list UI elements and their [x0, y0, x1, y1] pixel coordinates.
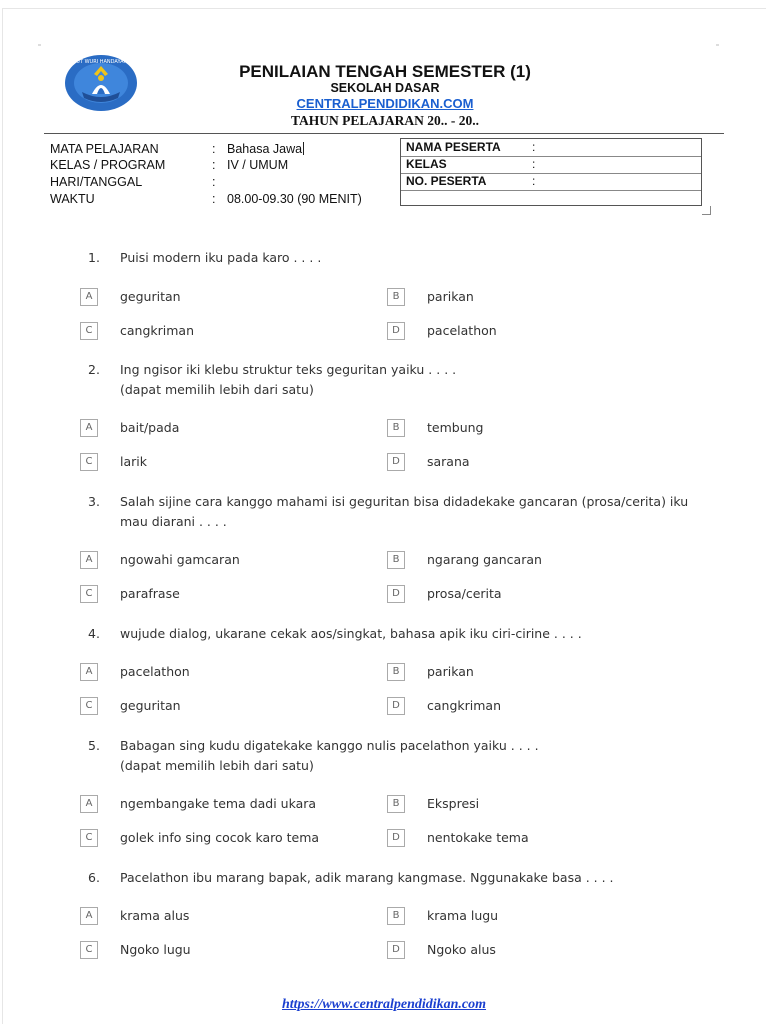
question-text: Puisi modern iku pada karo . . . .: [120, 250, 322, 265]
participant-number-row[interactable]: [401, 173, 701, 191]
option-b-text: krama lugu: [427, 908, 499, 923]
time-value: 08.00-09.30 (90 MENIT): [227, 192, 362, 206]
day-label: HARI/TANGGAL: [50, 175, 143, 189]
question-note: (dapat memilih lebih dari satu): [120, 758, 314, 773]
colon: :: [212, 175, 216, 189]
option-c-text: cangkriman: [120, 323, 194, 338]
colon: :: [532, 140, 536, 154]
participant-class-row[interactable]: [401, 156, 701, 174]
option-a-text: ngowahi gamcaran: [120, 552, 240, 567]
footer-link[interactable]: https://www.centralpendidikan.com: [281, 997, 487, 1012]
class-value: IV / UMUM: [227, 158, 289, 172]
school-logo-icon: [64, 54, 138, 112]
option-c-text: parafrase: [120, 586, 180, 601]
school-level: SEKOLAH DASAR: [330, 81, 440, 95]
option-c-text: geguritan: [120, 698, 181, 713]
option-c-box[interactable]: C: [80, 453, 98, 471]
exam-title: PENILAIAN TENGAH SEMESTER (1): [239, 62, 531, 81]
option-a-text: geguritan: [120, 289, 181, 304]
option-a-text: ngembangake tema dadi ukara: [120, 796, 317, 811]
option-c-text: golek info sing cocok karo tema: [120, 830, 320, 845]
option-b-text: parikan: [427, 289, 474, 304]
option-b-text: tembung: [427, 420, 484, 435]
question-text: Ing ngisor iki klebu struktur teks geguritan yaiku . . . .: [120, 362, 457, 377]
option-d-text: pacelathon: [427, 323, 497, 338]
option-a-box[interactable]: A: [80, 663, 98, 681]
option-d-text: cangkriman: [427, 698, 501, 713]
option-c-box[interactable]: C: [80, 585, 98, 603]
colon: :: [212, 158, 216, 172]
text-cursor: [303, 142, 304, 155]
option-d-box[interactable]: D: [387, 697, 405, 715]
participant-name-row[interactable]: [401, 139, 701, 157]
option-a-text: bait/pada: [120, 420, 180, 435]
question-text: Babagan sing kudu digatekake kanggo nulis pacelathon yaiku . . . .: [120, 738, 539, 753]
option-c-box[interactable]: C: [80, 941, 98, 959]
option-a-text: pacelathon: [120, 664, 190, 679]
question-number: 1.: [88, 250, 100, 265]
option-d-box[interactable]: D: [387, 453, 405, 471]
option-a-text: krama alus: [120, 908, 190, 923]
option-b-box[interactable]: B: [387, 288, 405, 306]
participant-name-label: NAMA PESERTA: [406, 140, 501, 154]
option-b-text: ngarang gancaran: [427, 552, 542, 567]
colon: :: [212, 192, 216, 206]
participant-box: [400, 138, 702, 206]
question-text: wujude dialog, ukarane cekak aos/singkat, bahasa apik iku ciri-cirine . . . .: [120, 626, 582, 641]
option-b-box[interactable]: B: [387, 663, 405, 681]
time-label: WAKTU: [50, 192, 95, 206]
academic-year: TAHUN PELAJARAN 20.. - 20..: [291, 113, 479, 128]
participant-number-label: NO. PESERTA: [406, 174, 487, 188]
option-a-box[interactable]: A: [80, 795, 98, 813]
option-d-text: nentokake tema: [427, 830, 529, 845]
question-number: 5.: [88, 738, 100, 753]
option-d-box[interactable]: D: [387, 941, 405, 959]
option-c-box[interactable]: C: [80, 322, 98, 340]
option-d-text: sarana: [427, 454, 470, 469]
colon: :: [532, 157, 536, 171]
question-number: 2.: [88, 362, 100, 377]
option-b-box[interactable]: B: [387, 419, 405, 437]
corner-mark: [716, 44, 719, 46]
option-b-text: parikan: [427, 664, 474, 679]
option-b-box[interactable]: B: [387, 907, 405, 925]
question-number: 4.: [88, 626, 100, 641]
question-number: 6.: [88, 870, 100, 885]
question-note: (dapat memilih lebih dari satu): [120, 382, 314, 397]
option-c-box[interactable]: C: [80, 697, 98, 715]
option-c-box[interactable]: C: [80, 829, 98, 847]
option-d-box[interactable]: D: [387, 322, 405, 340]
option-c-text: larik: [120, 454, 147, 469]
subject-value[interactable]: Bahasa Jawa: [227, 142, 303, 156]
colon: :: [532, 174, 536, 188]
question-text: Pacelathon ibu marang bapak, adik marang kangmase. Nggunakake basa . . . .: [120, 870, 614, 885]
question-text: Salah sijine cara kanggo mahami isi geguritan bisa didadekake gancaran (prosa/cerita) iku: [120, 494, 689, 509]
option-d-box[interactable]: D: [387, 829, 405, 847]
option-b-text: Ekspresi: [427, 796, 480, 811]
option-b-box[interactable]: B: [387, 795, 405, 813]
participant-class-label: KELAS: [406, 157, 447, 171]
option-c-text: Ngoko lugu: [120, 942, 191, 957]
option-b-box[interactable]: B: [387, 551, 405, 569]
svg-text:TUT WURI HANDAYANI: TUT WURI HANDAYANI: [73, 59, 129, 65]
website-link[interactable]: CENTRALPENDIDIKAN.COM: [296, 96, 474, 111]
colon: :: [212, 142, 216, 156]
option-d-text: Ngoko alus: [427, 942, 496, 957]
header-divider: [44, 133, 724, 134]
option-a-box[interactable]: A: [80, 419, 98, 437]
option-a-box[interactable]: A: [80, 288, 98, 306]
subject-label: MATA PELAJARAN: [50, 142, 159, 156]
corner-mark: [38, 44, 41, 46]
option-a-box[interactable]: A: [80, 907, 98, 925]
question-text-cont: mau diarani . . . .: [120, 514, 227, 529]
question-number: 3.: [88, 494, 100, 509]
participant-extra-row[interactable]: [401, 190, 701, 207]
table-resize-handle[interactable]: [702, 206, 711, 215]
option-a-box[interactable]: A: [80, 551, 98, 569]
option-d-box[interactable]: D: [387, 585, 405, 603]
option-d-text: prosa/cerita: [427, 586, 502, 601]
class-label: KELAS / PROGRAM: [50, 158, 166, 172]
